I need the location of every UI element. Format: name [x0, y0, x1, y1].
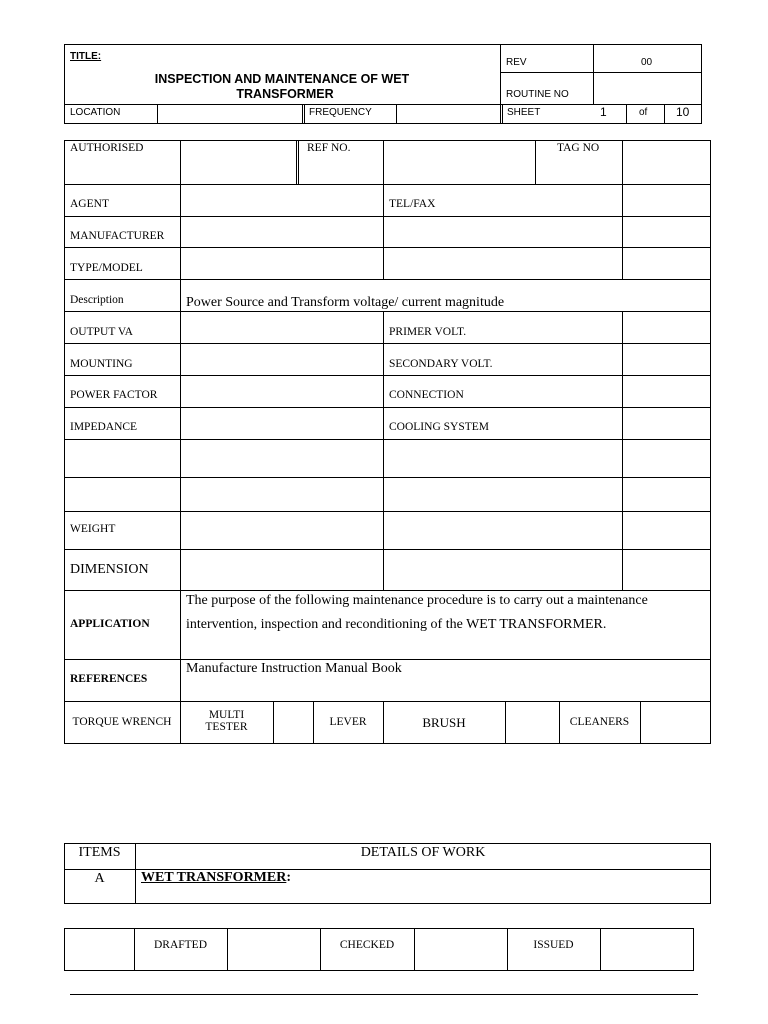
mounting-label: MOUNTING — [70, 358, 133, 370]
title-label: TITLE: — [70, 51, 102, 62]
footer-divider — [70, 994, 698, 995]
tool-cleaners: CLEANERS — [569, 716, 630, 728]
drafted-label: DRAFTED — [153, 939, 208, 951]
document-title-line1: INSPECTION AND MAINTENANCE OF WET — [154, 72, 410, 86]
routine-no-label: ROUTINE NO — [506, 89, 569, 100]
items-header: ITEMS — [78, 845, 121, 860]
rev-value: 00 — [641, 57, 653, 68]
tool-multi-tester-line1: MULTI — [208, 709, 245, 721]
details-of-work-header: DETAILS OF WORK — [360, 845, 486, 860]
sheet-number: 1 — [600, 105, 607, 119]
rev-label: REV — [506, 57, 527, 68]
tool-lever: LEVER — [329, 716, 367, 728]
power-factor-label: POWER FACTOR — [70, 389, 158, 401]
tool-multi-tester-line2: TESTER — [205, 721, 248, 733]
description-label: Description — [70, 294, 124, 306]
issued-label: ISSUED — [533, 939, 574, 951]
dimension-label: DIMENSION — [70, 562, 149, 577]
ref-no-label: REF NO. — [307, 142, 351, 154]
tel-fax-label: TEL/FAX — [389, 198, 436, 210]
item-letter: A — [94, 871, 105, 886]
references-label: REFERENCES — [70, 673, 148, 685]
document-title-line2: TRANSFORMER — [236, 87, 334, 101]
tool-brush: BRUSH — [422, 715, 466, 730]
cooling-system-label: COOLING SYSTEM — [389, 421, 489, 433]
checked-label: CHECKED — [339, 939, 395, 951]
item-title-text: WET TRANSFORMER — [141, 870, 287, 885]
weight-label: WEIGHT — [70, 523, 116, 535]
sheet-label: SHEET — [507, 107, 541, 118]
of-label: of — [639, 107, 648, 118]
location-label: LOCATION — [70, 107, 121, 118]
item-title-colon: : — [286, 870, 292, 885]
impedance-label: IMPEDANCE — [70, 421, 138, 433]
application-text-line1: The purpose of the following maintenance procedure is to carry out a maintenance — [186, 593, 648, 608]
description-value: Power Source and Transform voltage/ current magnitude — [186, 295, 505, 310]
manufacturer-label: MANUFACTURER — [70, 230, 165, 242]
references-value: Manufacture Instruction Manual Book — [186, 661, 402, 676]
application-text-line2: intervention, inspection and reconditioning of the WET TRANSFORMER. — [186, 617, 607, 632]
secondary-volt-label: SECONDARY VOLT. — [389, 358, 493, 370]
tag-no-label: TAG NO — [557, 142, 600, 154]
output-va-label: OUTPUT VA — [70, 326, 133, 338]
agent-label: AGENT — [70, 198, 109, 210]
application-label: APPLICATION — [70, 618, 150, 630]
frequency-label: FREQUENCY — [309, 107, 372, 118]
authorised-label: AUTHORISED — [70, 142, 144, 154]
item-title — [141, 870, 291, 886]
primer-volt-label: PRIMER VOLT. — [389, 326, 467, 338]
sheet-total: 10 — [676, 105, 690, 119]
tool-torque-wrench: TORQUE WRENCH — [72, 716, 172, 728]
connection-label: CONNECTION — [389, 389, 464, 401]
type-model-label: TYPE/MODEL — [70, 262, 143, 274]
